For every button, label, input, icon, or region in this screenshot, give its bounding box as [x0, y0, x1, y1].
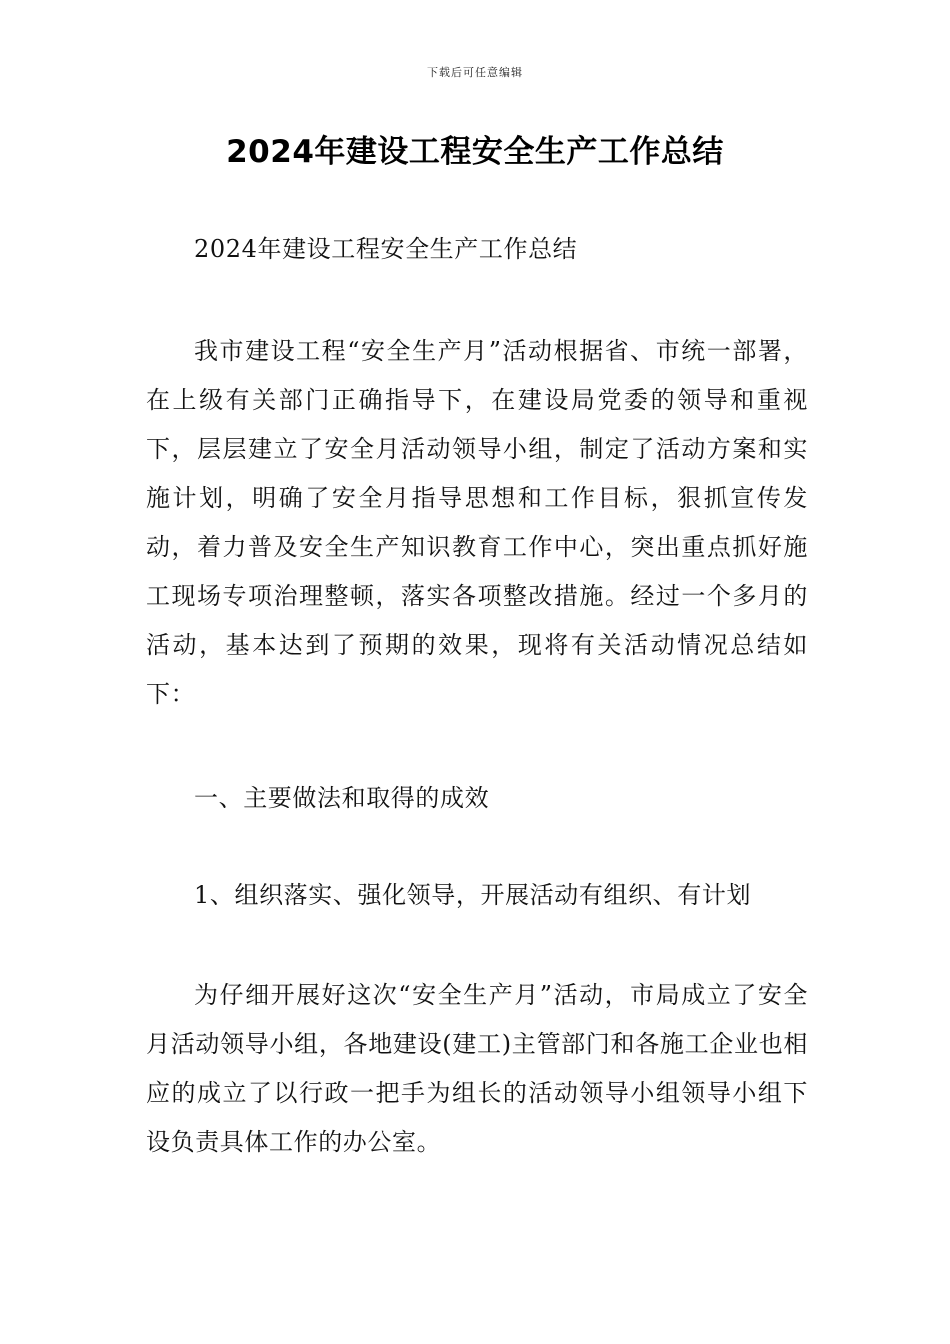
section-heading: 一、主要做法和取得的成效: [194, 784, 490, 812]
intro-paragraph: 我市建设工程“安全生产月”活动根据省、市统一部署，在上级有关部门正确指导下，在建设局党委的领导和重视下，层层建立了安全月活动领导小组，制定了活动方案和实施计划，明确了安全月指导思想和工作目标，狠抓宣传发动，着力普及安全生产知识教育工作中心，突出重点抓好施工现场专项治理整顿，落实各项整改措施。经过一个多月的活动，基本达到了预期的效果，现将有关活动情况总结如下：: [146, 337, 808, 708]
header-note: 下载后可任意编辑: [427, 66, 523, 79]
subtitle-paragraph: 2024年建设工程安全生产工作总结: [194, 235, 578, 263]
document-title: 2024年建设工程安全生产工作总结: [226, 134, 724, 170]
organization-paragraph: 为仔细开展好这次“安全生产月”活动，市局成立了安全月活动领导小组，各地建设(建工)主管部门和各施工企业也相应的成立了以行政一把手为组长的活动领导小组领导小组下设负责具体工作的办公室。: [146, 981, 808, 1156]
subsection-heading: 1、组织落实、强化领导，开展活动有组织、有计划: [194, 881, 752, 909]
